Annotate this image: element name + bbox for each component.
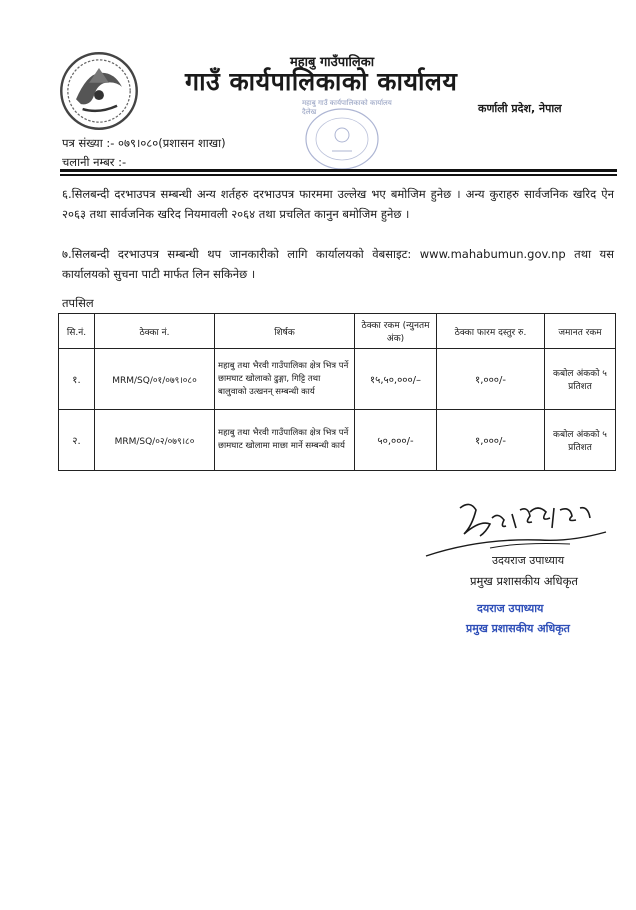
header-divider (60, 169, 617, 172)
contract-table (58, 313, 616, 471)
column-header: ठेक्का फारम दस्तुर रु. (437, 314, 545, 349)
seal-designation: प्रमुख प्रशासकीय अधिकृत (466, 622, 570, 635)
signer-designation: प्रमुख प्रशासकीय अधिकृत (470, 574, 578, 588)
schedule-heading: तपसिल (62, 296, 94, 310)
amount-cell: १५,५०,०००/– (355, 349, 437, 410)
fee-cell: १,०००/- (437, 349, 545, 410)
org-location: कर्णाली प्रदेश, नेपाल (478, 102, 562, 115)
fee-cell: १,०००/- (437, 410, 545, 471)
title-cell: महाबु तथा भैरवी गाउँपालिका क्षेत्र भित्र पर्ने छामघाट खोलामा माछा मार्ने सम्बन्धी कार्य (215, 410, 355, 471)
title-cell: महाबु तथा भैरवी गाउँपालिका क्षेत्र भित्र पर्ने छामघाट खोलाको ढुङ्गा, गिट्टि तथा बालुवाको उत्खनन् सम्बन्धी कार्य (215, 349, 355, 410)
table-row (59, 349, 616, 410)
table-row (59, 410, 616, 471)
column-header: सि.नं. (59, 314, 95, 349)
clause-6: ६.सिलबन्दी दरभाउपत्र सम्बन्धी अन्य शर्तहरु दरभाउपत्र फारममा उल्लेख भए बमोजिम हुनेछ । अन्य कुराहरु सार्वजनिक खरिद ऐन २०६३ तथा सार्वजनिक खरिद नियमावली २०६४ तथा प्रचलित कानुन बमोजिम हुनेछ । (62, 187, 614, 221)
header-divider-thin (60, 174, 617, 176)
column-header: ठेक्का नं. (95, 314, 215, 349)
security-cell: कबोल अंकको ५ प्रतिशत (545, 349, 616, 410)
clause-7: ७.सिलबन्दी दरभाउपत्र सम्बन्धी थप जानकारीको लागि कार्यालयको वेबसाइट: www.mahabumun.gov.np तथा यस कार्यालयको सुचना पाटी मार्फत लिन सकिनेछ । (62, 247, 614, 281)
table-header-row (59, 314, 616, 349)
seal-name: दयराज उपाध्याय (477, 602, 544, 615)
security-cell: कबोल अंकको ५ प्रतिशत (545, 410, 616, 471)
signer-name: उदयराज उपाध्याय (492, 554, 565, 567)
municipality-emblem-icon (58, 50, 140, 132)
contract-no-cell: MRM/SQ/०२/०७९।८० (95, 410, 215, 471)
reference-number: पत्र संख्या :- ०७९।०८०(प्रशासन शाखा) (62, 136, 226, 150)
dispatch-number: चलानी नम्बर :- (62, 155, 127, 169)
contract-no-cell: MRM/SQ/०१/०७९।०८० (95, 349, 215, 410)
stamp-text: महाबु गाउँ कार्यपालिकाको कार्यालय दैलेख (302, 99, 392, 116)
serial-cell: २. (59, 410, 95, 471)
column-header: जमानत रकम (545, 314, 616, 349)
amount-cell: ५०,०००/- (355, 410, 437, 471)
column-header: शिर्षक (215, 314, 355, 349)
serial-cell: १. (59, 349, 95, 410)
org-title: गाउँ कार्यपालिकाको कार्यालय (185, 67, 458, 96)
column-header: ठेक्का रकम (न्युनतम अंक) (355, 314, 437, 349)
org-subtitle: महाबु गाउँपालिका (290, 55, 375, 70)
